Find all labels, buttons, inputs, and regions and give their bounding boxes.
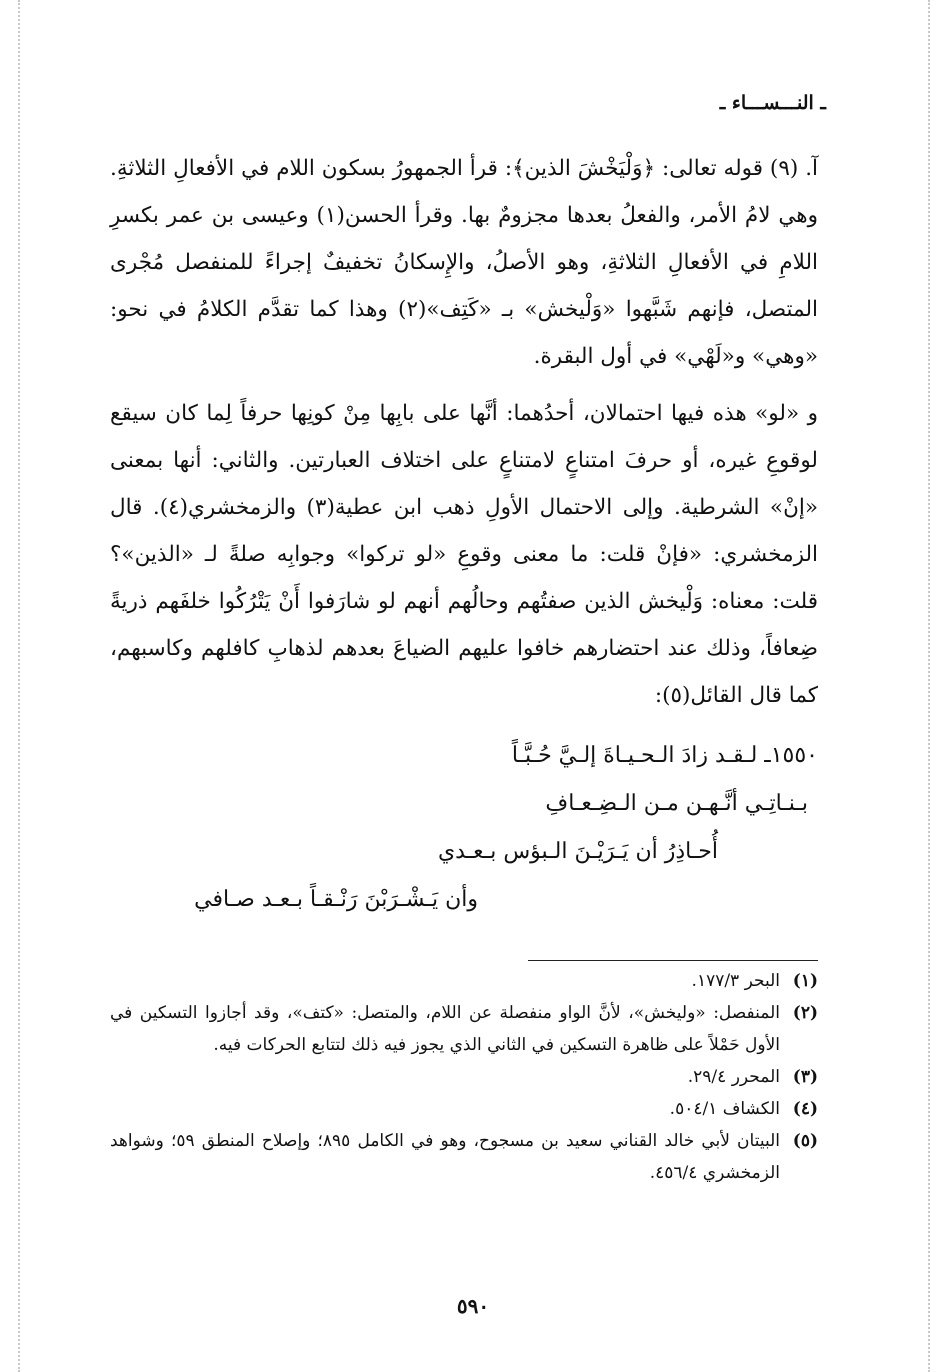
poetry-verse [110,732,818,924]
footnote-text: الكشاف ٥٠٤/١. [669,1099,780,1119]
verse-line-1: ١٥٥٠ـ لـقـد زادَ الـحـيـاةَ إلـيَّ حُـبَّـاً [511,743,818,768]
footnote-text: البيتان لأبي خالد القناني سعيد بن مسجوح، وهو في الكامل ٨٩٥؛ وإصلاح المنطق ٥٩؛ وشواهد الزمخشري ٤٥٦/٤. [110,1131,781,1183]
footnote-number: (٥) [792,1131,818,1151]
main-text [110,145,818,729]
running-header: ـ النـــســـاء ـ [719,92,826,114]
footnote-number: (٤) [792,1099,818,1119]
footnote-3 [110,1061,818,1093]
footnote-number: (١) [792,971,818,991]
footnote-text: البحر ١٧٧/٣. [691,971,780,991]
footnotes [110,965,818,1189]
verse-line-3: أُحـاذِرُ أن يَـرَيْـنَ الـبؤس بـعـدي [437,839,718,864]
footnote-separator [528,960,818,961]
scan-dotted-border-left [18,0,20,1372]
verse-line-4: وأن يَـشْـرَبْنَ رَنْـقـاً بـعـد صـافي [194,887,478,912]
footnote-text: المحرر ٢٩/٤. [687,1067,780,1087]
paragraph-1: آ. (٩) قوله تعالى: ﴿وَلْيَخْشَ الذين﴾: قرأ الجمهورُ بسكون اللام في الأفعالِ الثلاثةِ. وهي لامُ الأمر، والفعلُ بعدها مجزومٌ بها. وقرأ الحسن(١) وعيسى بن عمر بكسرِ اللامِ في الأفعالِ الثلاثةِ، وهو الأصلُ، والإِسكانُ تخفيفٌ إجراءً للمنفصل مُجْرى المتصل، فإنهم شَبَّهوا «وَلْيخش» بـ «كَتِف»(٢) وهذا كما تقدَّم الكلامُ في نحو: «وهي» و«لَهْي» في أول البقرة. [110,156,819,369]
footnote-2 [110,997,818,1061]
footnote-number: (٢) [792,1003,818,1023]
scan-dotted-border-right [928,0,930,1372]
paragraph-2: و «لو» هذه فيها احتمالان، أحدُهما: أنَّها على بابِها مِنْ كونِها حرفاً لِما كان سيقع لوقوعِ غيره، أو حرفَ امتناعٍ لامتناعٍ على اختلاف العبارتين. والثاني: أنها بمعنى «إنْ» الشرطية. وإلى الاحتمال الأولِ ذهب ابن عطية(٣) والزمخشري(٤). قال الزمخشري: «فإنْ قلت: ما معنى وقوعِ «لو تركوا» وجوابِه صلةً لـ «الذين»؟ قلت: معناه: وَلْيخش الذين صفتُهم وحالُهم أنهم لو شارَفوا أَنْ يَتْرُكُوا خلفَهم ذريةً ضِعافاً، وذلك عند احتضارهم خافوا عليهم الضياعَ بعدهم لذهابِ كافلهم وكاسبهم، كما قال القائل(٥): [110,401,818,708]
footnote-5 [110,1125,818,1189]
footnote-number: (٣) [792,1067,818,1087]
footnote-1 [110,965,818,997]
page-number: ٥٩٠ [456,1294,490,1318]
footnote-4 [110,1093,818,1125]
footnote-text: المنفصل: «وليخش»، لأنَّ الواو منفصلة عن اللام، والمتصل: «كتف»، وقد أجازوا التسكين في الأول حَمْلاً على ظاهرة التسكين في الثاني الذي يجوز فيه ذلك لتتابع الحركات فيه. [110,1003,780,1055]
verse-line-2: بـنـاتِـي أنَّـهـن مـن الـضِـعـافِ [545,791,808,816]
